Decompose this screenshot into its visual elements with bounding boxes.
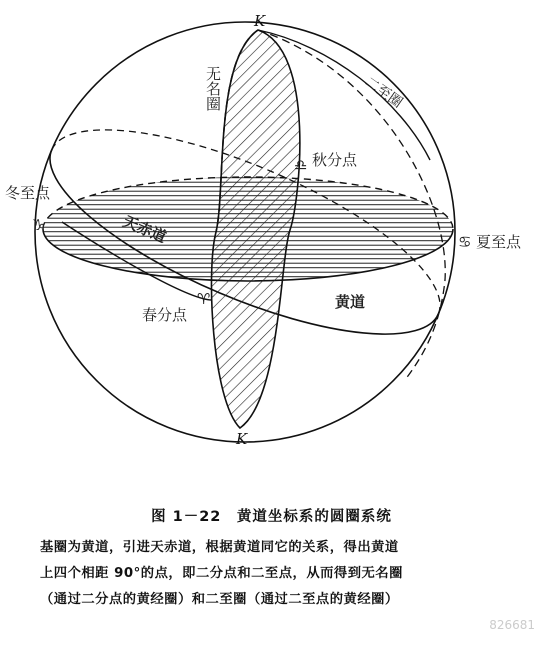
celestial-equator-label: 天赤道 <box>120 212 169 247</box>
winter-solstice-symbol: ♑ <box>32 216 46 234</box>
ecliptic-label: 黄道 <box>335 293 366 311</box>
autumn-equinox-label: 秋分点 <box>312 151 358 169</box>
unnamed-circle <box>211 30 299 428</box>
wuming-circle-label: 无名圈 <box>204 66 222 111</box>
erzhi-circle-label: 二至圈 <box>361 74 406 112</box>
winter-solstice-label: 冬至点 <box>5 184 51 202</box>
summer-solstice-label: 夏至点 <box>476 233 522 251</box>
figure-caption <box>0 505 543 614</box>
caption-line-2: 上四个相距 90°的点，即二分点和二至点，从而得到无名圈 <box>40 566 403 581</box>
summer-solstice-symbol: ♋ <box>458 233 472 251</box>
autumn-equinox-symbol: ♎ <box>294 156 308 174</box>
caption-title: 图 1－22 黄道坐标系的圆圈系统 <box>151 509 392 525</box>
caption-line-3: （通过二分点的黄经圈）和二至圈（通过二至点的黄经圈） <box>40 592 399 607</box>
watermark: 826681 <box>489 618 535 632</box>
k-top-label: K <box>254 12 266 30</box>
spring-equinox-symbol: ♈ <box>197 290 211 308</box>
spring-equinox-label: 春分点 <box>142 306 188 324</box>
caption-line-1: 基圈为黄道，引进天赤道，根据黄道同它的关系，得出黄道 <box>40 540 399 555</box>
k-bottom-label: K <box>236 430 248 448</box>
